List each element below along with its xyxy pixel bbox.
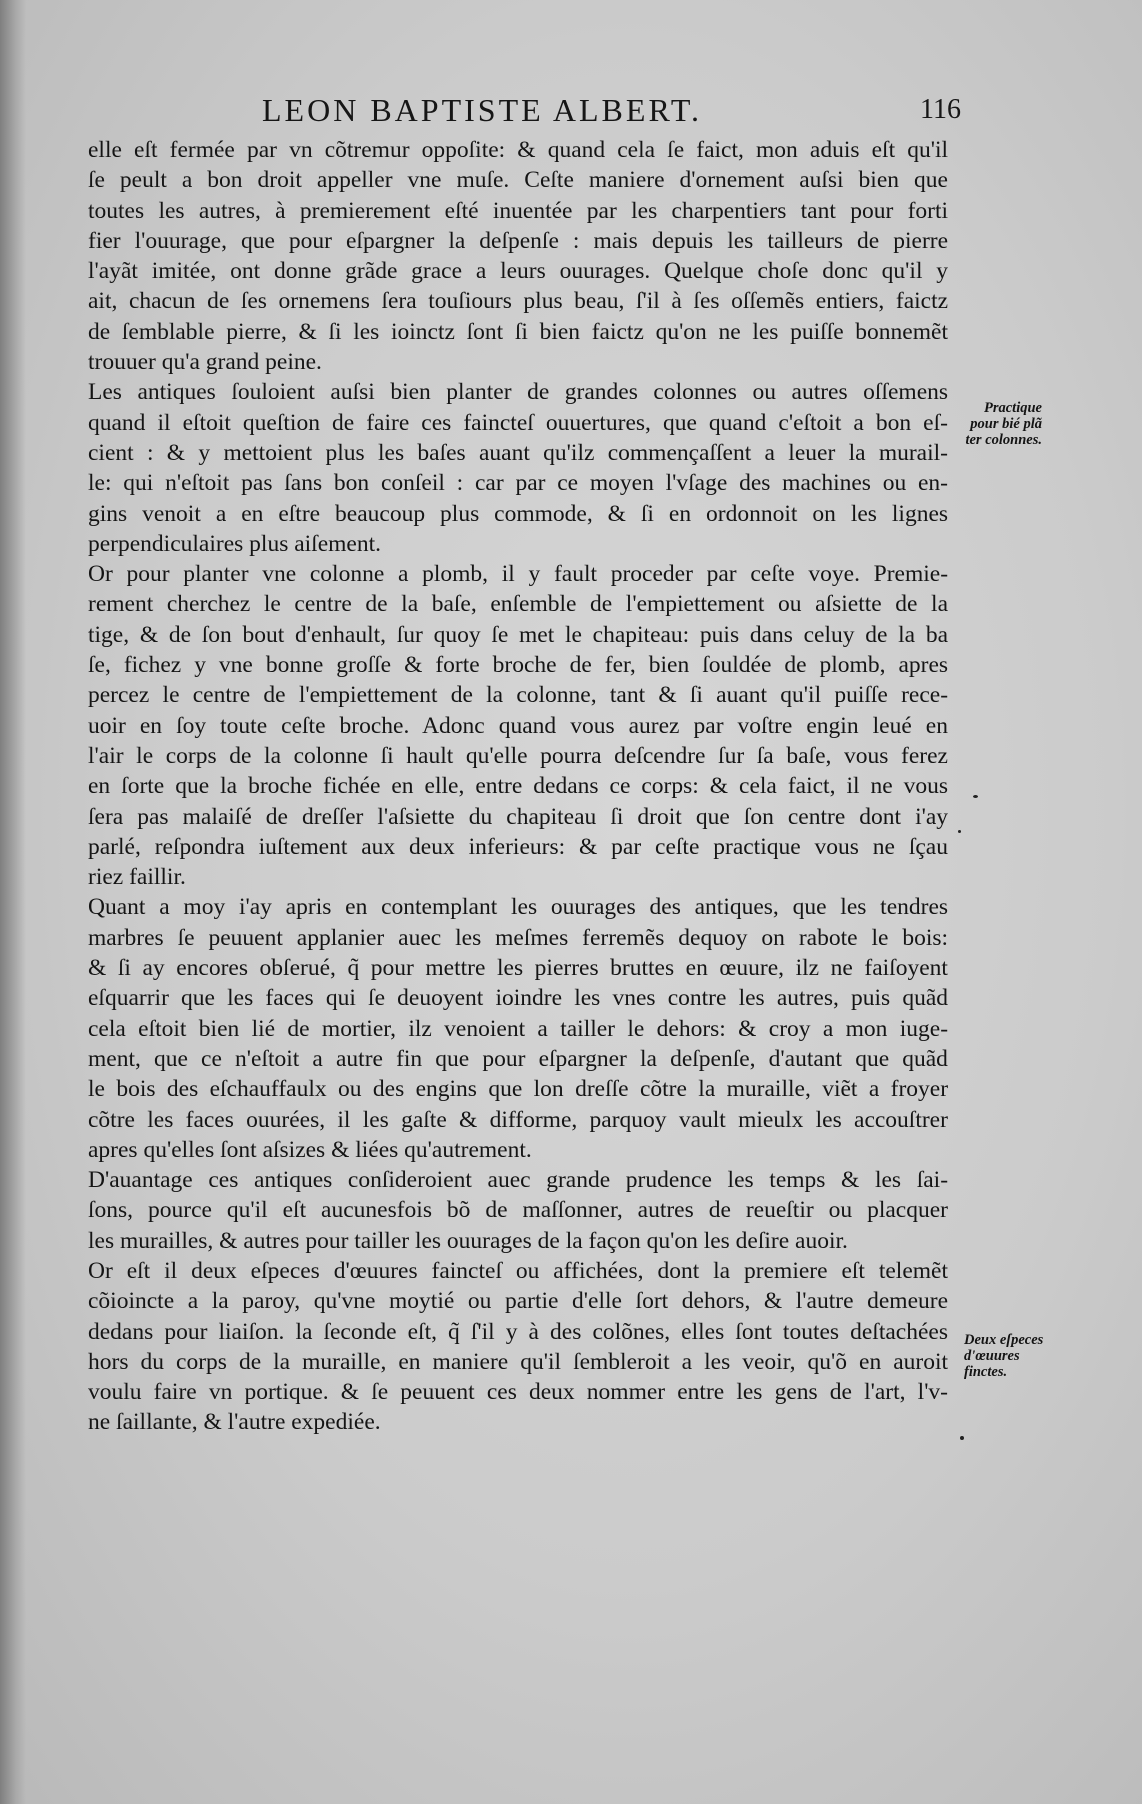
text-line: Les antiques ſouloient auſsi bien planter de grandes colonnes ou autres oſſemens [88,379,949,406]
paragraph [88,892,948,1165]
text-line: tige, & de ſon bout d'enhault, ſur quoy ſe met le chapiteau: puis dans celuy de la ba [88,621,949,648]
paragraph [88,1256,948,1438]
paragraph [88,1165,948,1256]
text-line: ſe peult a bon droit appeller vne muſe. Ceſte maniere d'ornement auſsi bien que [88,167,948,194]
body-text [88,135,948,1438]
text-line: cient : & y mettoient plus les baſes auant qu'ilz commençaſſent a leuer la murail- [88,439,949,466]
text-line: riez faillir. [88,864,186,891]
text-line: toutes les autres, à premierement eſté inuentée par les charpentiers tant pour forti [88,197,949,224]
margin-note-line: d'œuures [964,1348,1020,1364]
text-line: ment, que ce n'eſtoit a autre fin que pour eſpargner la deſpenſe, d'autant que quãd [88,1045,948,1072]
text-line: ſera pas malaiſé de dreſſer l'aſsiette du chapiteau ſi droit que ſon centre dont i'ay [88,803,949,830]
text-line: quand il eſtoit queſtion de faire ces faincteſ ouuertures, que quand c'eſtoit a bon eſ- [88,409,948,436]
text-line: parlé, reſpondra iuſtement aux deux inferieurs: & par ceſte practique vous ne ſçau [88,833,948,860]
page-number: 116 [920,94,961,125]
text-line: hors du corps de la muraille, en maniere qu'il ſembleroit a les veoir, qu'õ en auroit [88,1348,949,1375]
text-line: perpendiculaires plus aiſement. [88,530,381,557]
ink-speck [973,795,978,798]
text-line: rement cherchez le centre de la baſe, enſemble de l'empiettement ou aſsiette de la [88,591,948,618]
margin-note-practique [952,400,1042,448]
margin-note-line: Practique [984,400,1042,416]
paragraph [88,559,948,892]
running-title: LEON BAPTISTE ALBERT. [262,92,703,128]
text-line: ne ſaillante, & l'autre expediée. [88,1409,381,1436]
text-line: dedans pour liaiſon. la ſeconde eſt, q̃ ſ'il y à des colõnes, elles ſont toutes deſtachées [88,1318,948,1345]
margin-note-line: pour bié plã [970,416,1042,432]
text-line: ſe, fichez y vne bonne groſſe & forte broche de fer, bien ſouldée de plomb, apres [88,652,949,679]
binding-edge [0,0,26,1804]
text-line: trouuer qu'a grand peine. [88,349,322,376]
ink-speck [958,830,961,833]
margin-note-line: Deux eſpeces [964,1332,1044,1348]
text-line: cõtre les faces ouurées, il les gaſte & difforme, parquoy vault mieulx les accouſtrer [88,1106,948,1133]
margin-note-line: ter colonnes. [965,432,1042,448]
text-line: apres qu'elles ſont aſsizes & liées qu'autrement. [88,1136,532,1163]
text-line: D'auantage ces antiques conſideroient auec grande prudence les temps & les ſai- [88,1167,949,1194]
text-line: voulu faire vn portique. & ſe peuuent ces deux nommer entre les gens de l'art, l'v- [88,1379,949,1406]
text-line: les murailles, & autres pour tailler les ouurages de la façon qu'on les deſire auoir. [88,1227,848,1254]
text-line: le: qui n'eſtoit pas ſans bon conſeil : car par ce moyen l'vſage des machines ou en- [88,470,949,497]
text-line: & ſi ay encores obſerué, q̃ pour mettre les pierres bruttes en œuure, ilz ne faiſoyent [88,955,948,982]
text-line: cõioincte a la paroy, qu'vne moytié ou partie d'elle ſort dehors, & l'autre demeure [88,1288,949,1315]
text-line: Quant a moy i'ay apris en contemplant les ouurages des antiques, que les tendres [88,894,949,921]
margin-note-deux-especes [964,1332,1064,1380]
text-line: gins venoit a en eſtre beaucoup plus commode, & ſi en ordonnoit on les lignes [88,500,949,527]
text-line: l'ayãt imitée, ont donne grãde grace a leurs ouurages. Quelque choſe donc qu'il y [88,258,949,285]
margin-note-line: finctes. [964,1364,1008,1380]
text-line: de ſemblable pierre, & ſi les ioinctz ſont ſi bien faictz qu'on ne les puiſſe bonnemẽt [88,318,948,345]
text-line: elle eſt fermée par vn cõtremur oppoſite: & quand cela ſe faict, mon aduis eſt qu'il [88,137,949,163]
text-line: ait, chacun de ſes ornemens ſera touſiours plus beau, ſ'il à ſes oſſemẽs entiers, faictz [88,288,949,315]
text-line: percez le centre de l'empiettement de la colonne, tant & ſi auant qu'il puiſſe rece- [88,682,949,709]
text-line: fier l'ouurage, que pour eſpargner la deſpenſe : mais depuis les tailleurs de pierre [88,227,949,254]
text-line: uoir en ſoy toute ceſte broche. Adonc quand vous aurez par voſtre engin leué en [88,712,948,739]
text-line: l'air le corps de la colonne ſi hault qu'elle pourra deſcendre ſur ſa baſe, vous ferez [88,742,948,769]
paragraph [88,377,948,559]
text-line: le bois des eſchauffaulx ou des engins que lon dreſſe cõtre la muraille, viẽt a froyer [88,1076,949,1103]
text-line: ſons, pource qu'il eſt aucunesfois bõ de maſſonner, autres de reueſtir ou placquer [88,1197,948,1224]
text-line: en ſorte que la broche fichée en elle, entre dedans ce corps: & cela faict, il ne vous [88,773,949,800]
paragraph [88,135,948,377]
text-line: eſquarrir que les faces qui ſe deuoyent ioindre les vnes contre les autres, puis quãd [88,985,949,1012]
text-line: Or eſt il deux eſpeces d'œuures faincteſ ou affichées, dont la premiere eſt telemẽt [88,1257,949,1284]
ink-speck [960,1436,964,1440]
text-line: cela eſtoit bien lié de mortier, ilz venoient a tailler le dehors: & croy a mon iuge- [88,1015,949,1042]
text-line: Or pour planter vne colonne a plomb, il y fault proceder par ceſte voye. Premie- [88,561,949,588]
text-line: marbres ſe peuuent applanier auec les meſmes ferremẽs dequoy on rabote le bois: [88,924,949,951]
running-head [0,92,1142,132]
